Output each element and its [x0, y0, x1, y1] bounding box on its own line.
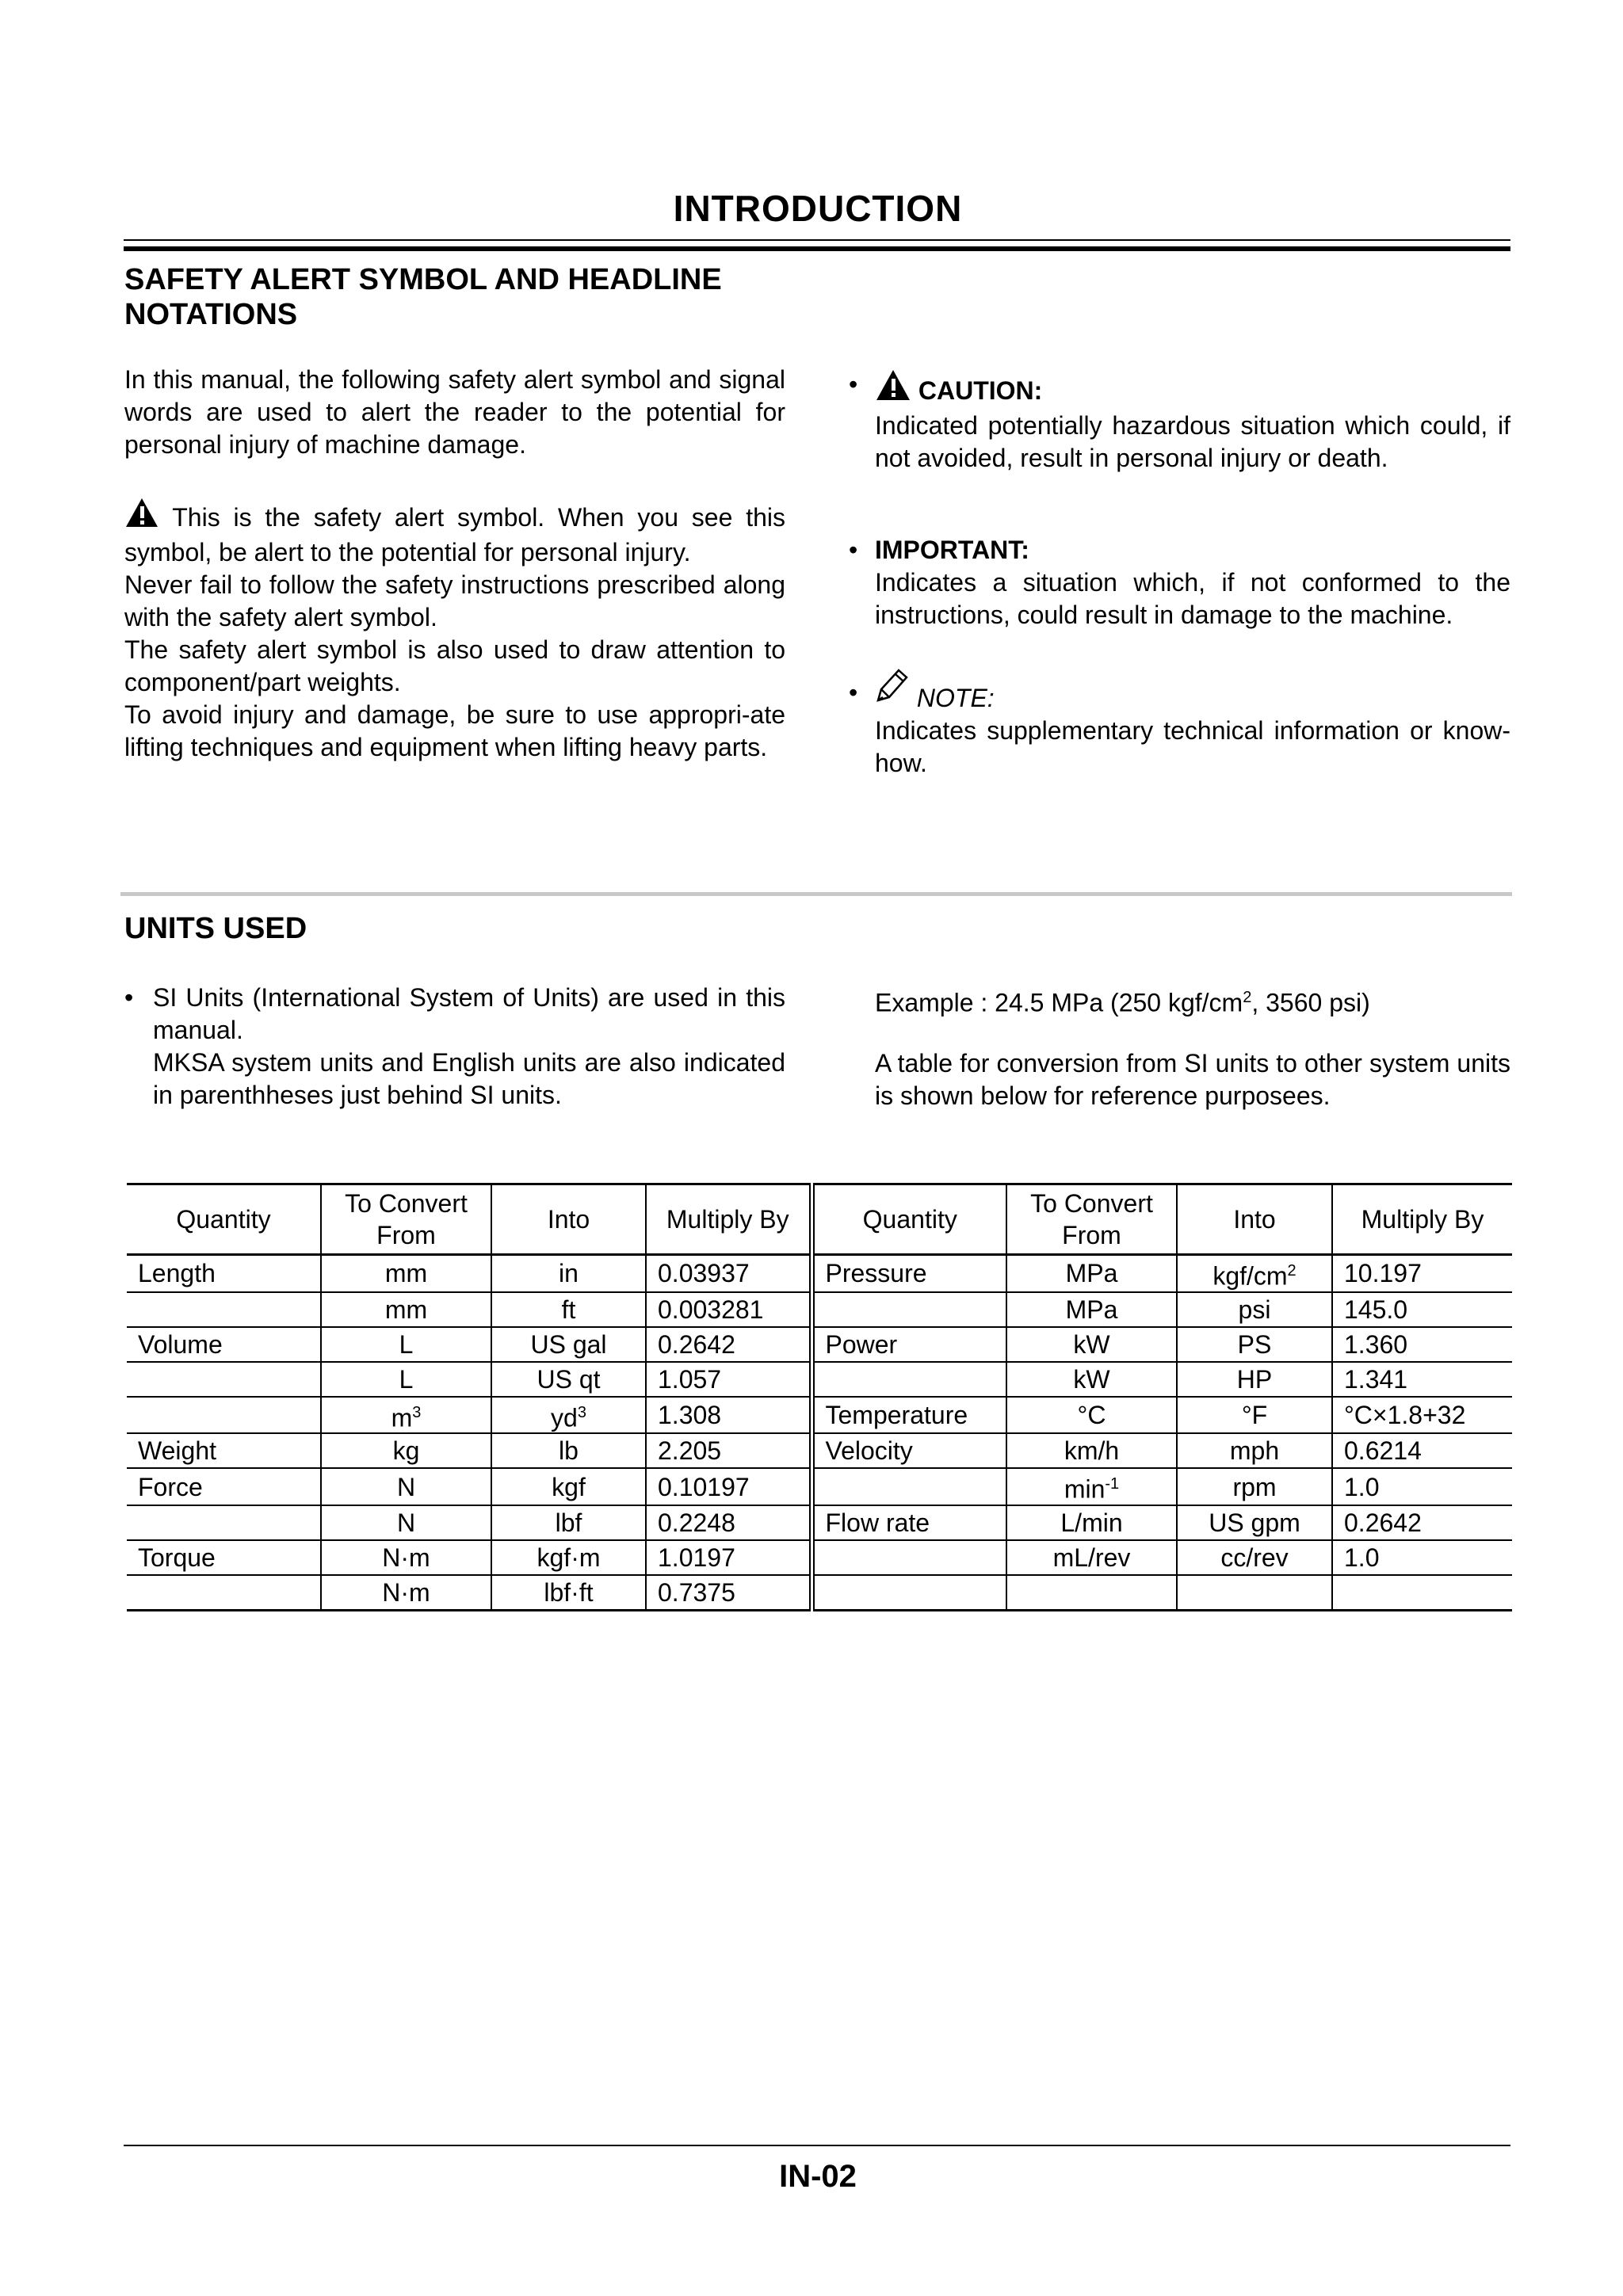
into-cell: mph: [1177, 1433, 1332, 1468]
header-quantity: Quantity: [176, 1205, 271, 1234]
header-convert-line2: From: [1062, 1221, 1121, 1249]
unit-sup: 3: [577, 1403, 586, 1421]
bullet-icon: •: [849, 536, 858, 564]
quantity-empty: [812, 1362, 1006, 1397]
units-heading: UNITS USED: [124, 912, 307, 945]
pencil-icon: [875, 667, 910, 711]
quantity-empty: [812, 1540, 1006, 1575]
unit-text: min: [1064, 1474, 1106, 1504]
caution-label: CAUTION:: [918, 376, 1043, 405]
unit-sup: -1: [1105, 1475, 1120, 1493]
title-rule-thick: [124, 246, 1510, 251]
from-cell: N: [321, 1505, 491, 1540]
caution-item: [849, 368, 1510, 475]
conversion-table: [127, 1183, 1512, 1611]
table-row: [127, 1540, 1512, 1575]
header-quantity: Quantity: [812, 1184, 1006, 1255]
note-item: [849, 667, 1510, 780]
from-cell: kW: [1006, 1327, 1177, 1362]
safety-heading: [124, 262, 838, 332]
factor-cell: 0.7375: [646, 1575, 812, 1611]
safety-intro: In this manual, the following safety alert symbol and signal words are used to alert the reader to the potential for personal injury of machine damage.: [124, 365, 785, 459]
into-cell: US gal: [491, 1327, 646, 1362]
safety-symbol-paragraph: [124, 497, 785, 764]
footer-rule: [124, 2145, 1510, 2146]
quantity-temperature: Temperature: [812, 1397, 1006, 1434]
warning-triangle-icon: [875, 368, 911, 410]
quantity-volume: Volume: [138, 1329, 223, 1359]
into-cell: lbf: [491, 1505, 646, 1540]
quantity-empty: [812, 1575, 1006, 1611]
quantity-flow-rate: Flow rate: [812, 1505, 1006, 1540]
quantity-empty: [127, 1505, 321, 1540]
unit-text: m: [391, 1403, 413, 1432]
section-divider: [120, 892, 1512, 896]
into-cell: psi: [1177, 1292, 1332, 1327]
into-cell: rpm: [1177, 1468, 1332, 1505]
quantity-empty: [812, 1292, 1006, 1327]
factor-cell: 1.341: [1332, 1362, 1512, 1397]
example-prefix: Example : 24.5 MPa (250 kgf/cm: [875, 988, 1243, 1017]
important-item: [849, 534, 1510, 631]
example-sup: 2: [1243, 989, 1252, 1006]
important-label: IMPORTANT:: [875, 536, 1029, 564]
from-cell: MPa: [1006, 1292, 1177, 1327]
from-cell: mL/rev: [1006, 1540, 1177, 1575]
from-cell: N: [321, 1468, 491, 1505]
title-rule-thin: [124, 239, 1510, 241]
note-label: NOTE:: [916, 684, 995, 712]
quantity-force: Force: [138, 1472, 203, 1501]
factor-cell: 0.6214: [1332, 1433, 1512, 1468]
header-convert-from: [1006, 1184, 1177, 1255]
from-cell: L: [321, 1362, 491, 1397]
example-suffix: , 3560 psi): [1251, 988, 1370, 1017]
from-cell: mm: [321, 1292, 491, 1327]
from-cell: N·m: [321, 1575, 491, 1611]
page-title: INTRODUCTION: [673, 188, 963, 229]
table-row: [127, 1327, 1512, 1362]
page-number: IN-02: [779, 2159, 857, 2194]
from-cell: [1006, 1468, 1177, 1505]
warning-triangle-icon: [124, 497, 159, 536]
from-cell: mm: [321, 1255, 491, 1292]
safety-also-used: The safety alert symbol is also used to draw attention to component/part weights.: [124, 635, 785, 696]
bullet-icon: •: [124, 983, 134, 1012]
into-cell: ft: [491, 1292, 646, 1327]
quantity-empty: [127, 1397, 321, 1434]
from-cell: km/h: [1006, 1433, 1177, 1468]
table-row: [127, 1255, 1512, 1292]
unit-sup: 2: [1287, 1262, 1296, 1280]
quantity-empty: [127, 1575, 321, 1611]
into-cell: US gpm: [1177, 1505, 1332, 1540]
factor-cell: [1332, 1575, 1512, 1611]
factor-cell: 0.03937: [646, 1255, 812, 1292]
header-convert-line1: To Convert: [1030, 1189, 1153, 1218]
into-cell: kgf·m: [491, 1540, 646, 1575]
factor-cell: 2.205: [646, 1433, 812, 1468]
table-intro: A table for conversion from SI units to other system units is shown below for reference purposees.: [875, 1049, 1510, 1110]
safety-heading-line2: NOTATIONS: [124, 298, 298, 331]
safety-heading-line1: SAFETY ALERT SYMBOL AND HEADLINE: [124, 263, 722, 296]
from-cell: °C: [1006, 1397, 1177, 1434]
table-row: [127, 1362, 1512, 1397]
header-convert-from: [321, 1184, 491, 1255]
from-cell: L/min: [1006, 1505, 1177, 1540]
table-header-row: [127, 1184, 1512, 1255]
into-cell: lb: [491, 1433, 646, 1468]
factor-cell: 10.197: [1332, 1255, 1512, 1292]
caution-text: Indicated potentially hazardous situation which could, if not avoided, result in personal injury or death.: [875, 411, 1510, 472]
into-cell: kgf: [491, 1468, 646, 1505]
units-example: [875, 982, 1510, 1020]
factor-cell: 1.308: [646, 1397, 812, 1434]
factor-cell: 1.0: [1332, 1468, 1512, 1505]
unit-text: kgf/cm: [1212, 1261, 1288, 1291]
quantity-empty: [127, 1362, 321, 1397]
bullet-icon: •: [849, 370, 858, 399]
into-cell: cc/rev: [1177, 1540, 1332, 1575]
quantity-empty: [812, 1468, 1006, 1505]
si-units-item: [124, 982, 785, 1112]
table-row: [127, 1575, 1512, 1611]
bullet-icon: •: [849, 678, 858, 707]
safety-never-fail: Never fail to follow the safety instructions prescribed along with the safety alert symbol.: [124, 570, 785, 631]
factor-cell: 0.2642: [646, 1327, 812, 1362]
header-multiply: Multiply By: [1332, 1184, 1512, 1255]
unit-sup: 3: [412, 1403, 422, 1421]
into-cell: PS: [1177, 1327, 1332, 1362]
quantity-velocity: Velocity: [812, 1433, 1006, 1468]
table-row: [127, 1433, 1512, 1468]
header-into: Into: [491, 1184, 646, 1255]
header-convert-line2: From: [376, 1221, 436, 1249]
quantity-empty: [127, 1292, 321, 1327]
header-into: Into: [1177, 1184, 1332, 1255]
table-row: [127, 1468, 1512, 1505]
into-cell: [1177, 1575, 1332, 1611]
safety-avoid-injury: To avoid injury and damage, be sure to use appropri-ate lifting techniques and equipment when lifting heavy parts.: [124, 700, 785, 761]
into-cell: in: [491, 1255, 646, 1292]
caution-heading: [849, 368, 1510, 410]
into-cell: US qt: [491, 1362, 646, 1397]
factor-cell: 1.0197: [646, 1540, 812, 1575]
factor-cell: °C×1.8+32: [1332, 1397, 1512, 1434]
factor-cell: 0.10197: [646, 1468, 812, 1505]
table-row: [127, 1397, 1512, 1434]
from-cell: L: [321, 1327, 491, 1362]
table-row: [127, 1292, 1512, 1327]
factor-cell: 145.0: [1332, 1292, 1512, 1327]
quantity-power: Power: [812, 1327, 1006, 1362]
factor-cell: 1.360: [1332, 1327, 1512, 1362]
note-text: Indicates supplementary technical information or know-how.: [875, 716, 1510, 777]
from-cell: N·m: [321, 1540, 491, 1575]
factor-cell: 0.2248: [646, 1505, 812, 1540]
quantity-torque: Torque: [138, 1543, 216, 1572]
into-cell: [1177, 1255, 1332, 1292]
quantity-length: Length: [138, 1259, 216, 1288]
table-row: [127, 1505, 1512, 1540]
into-cell: [491, 1397, 646, 1434]
from-cell: [1006, 1575, 1177, 1611]
unit-text: yd: [551, 1403, 578, 1432]
from-cell: MPa: [1006, 1255, 1177, 1292]
from-cell: kg: [321, 1433, 491, 1468]
quantity-pressure: Pressure: [812, 1255, 1006, 1292]
si-units-text: SI Units (International System of Units) are used in this manual.: [153, 983, 785, 1044]
note-heading: [849, 667, 1510, 715]
header-convert-line1: To Convert: [345, 1189, 468, 1218]
into-cell: lbf·ft: [491, 1575, 646, 1611]
factor-cell: 1.0: [1332, 1540, 1512, 1575]
into-cell: °F: [1177, 1397, 1332, 1434]
quantity-weight: Weight: [138, 1436, 217, 1466]
mksa-text: MKSA system units and English units are also indicated in parenthheses just behind SI units.: [153, 1048, 785, 1109]
header-multiply: Multiply By: [646, 1184, 812, 1255]
from-cell: kW: [1006, 1362, 1177, 1397]
into-cell: HP: [1177, 1362, 1332, 1397]
safety-symbol-text: This is the safety alert symbol. When you see this symbol, be alert to the potential for personal injury.: [124, 503, 786, 566]
factor-cell: 0.003281: [646, 1292, 812, 1327]
from-cell: [321, 1397, 491, 1434]
important-text: Indicates a situation which, if not conformed to the instructions, could result in damage to the machine.: [875, 568, 1510, 629]
factor-cell: 0.2642: [1332, 1505, 1512, 1540]
factor-cell: 1.057: [646, 1362, 812, 1397]
